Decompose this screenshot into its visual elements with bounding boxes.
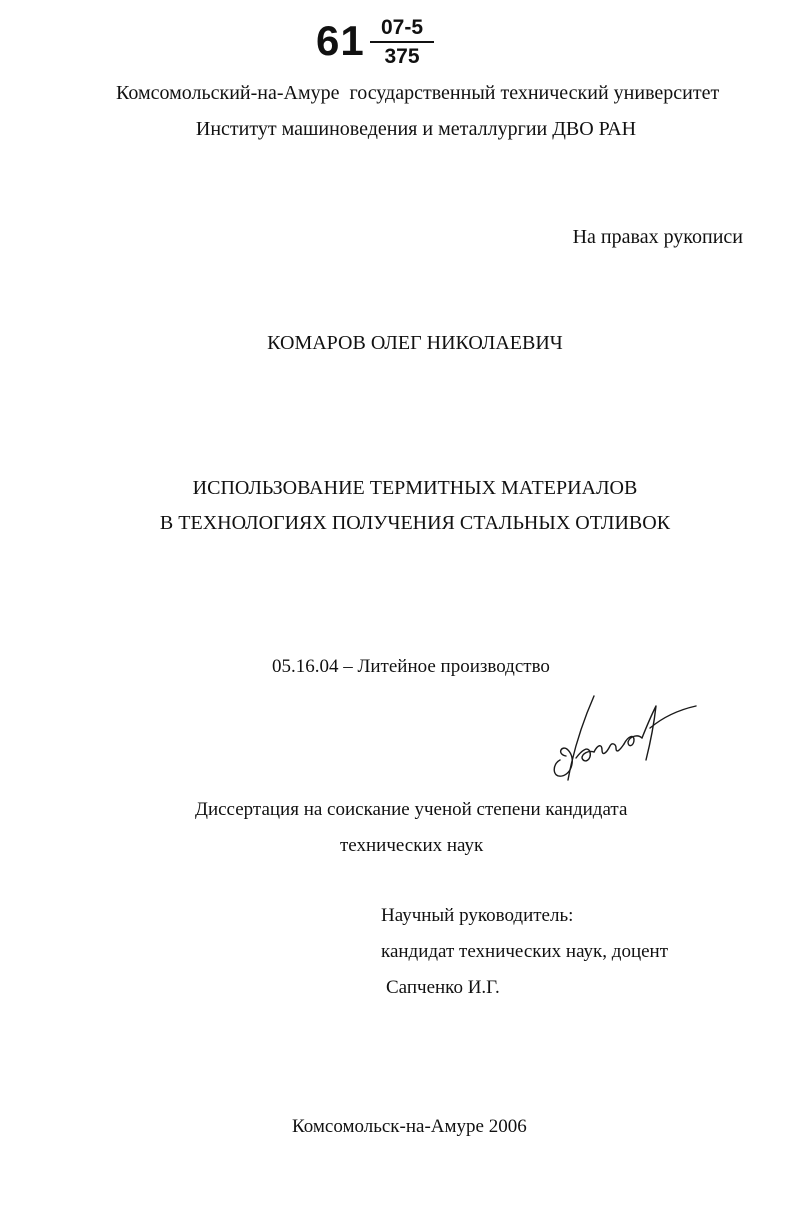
city-and-year: Комсомольск-на-Амуре 2006 [292,1116,527,1137]
stamp-denominator: 375 [384,45,420,68]
stamp-fraction [370,16,434,69]
university-name: Комсомольский-на-Амуре государственный технический университет [116,82,720,104]
signature-stroke [554,748,572,776]
signature-stroke [650,706,696,728]
dissertation-title-line-1: ИСПОЛЬЗОВАНИЕ ТЕРМИТНЫХ МАТЕРИАЛОВ [192,477,638,499]
signature-stroke [568,696,594,780]
specialty-code: 05.16.04 – Литейное производство [272,656,550,677]
dissertation-title-line-2: В ТЕХНОЛОГИЯХ ПОЛУЧЕНИЯ СТАЛЬНЫХ ОТЛИВОК [159,512,671,534]
signature-stroke [594,744,624,754]
degree-statement-line-2: технических наук [340,835,484,856]
supervisor-label: Научный руководитель: [381,905,574,926]
signature-stroke [576,749,594,761]
stamp-numerator: 07-5 [380,16,424,39]
author-name: КОМАРОВ ОЛЕГ НИКОЛАЕВИЧ [267,332,563,354]
degree-statement-line-1: Диссертация на соискание ученой степени кандидата [195,799,628,820]
signature-stroke [642,706,656,760]
library-catalogue-stamp [316,16,456,76]
stamp-fraction-bar [370,41,434,43]
rights-note: На правах рукописи [572,226,743,248]
stamp-prefix: 61 [316,17,365,64]
institute-name: Институт машиноведения и металлургии ДВО РАН [195,118,637,140]
signature-stroke [624,736,642,746]
supervisor-name: Сапченко И.Г. [386,977,500,998]
supervisor-academic-title: кандидат технических наук, доцент [381,941,669,962]
handwritten-signature [546,688,706,788]
